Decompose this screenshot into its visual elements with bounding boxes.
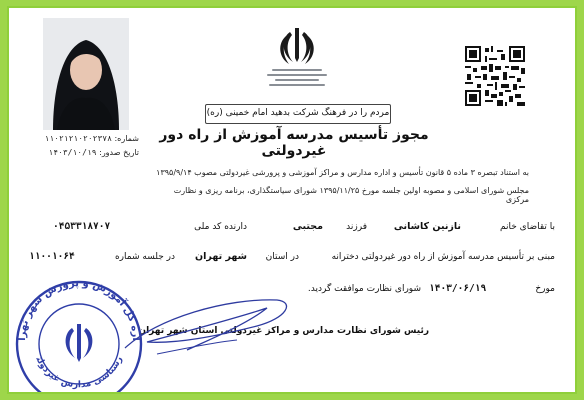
approval-date: ۱۴۰۳/۰۶/۱۹ xyxy=(429,283,487,294)
ministry-letterhead xyxy=(264,66,330,94)
motto-box: مردم را در فرهنگ شرکت بدهید امام خمینی (ره) xyxy=(205,104,391,124)
child-label: فرزند xyxy=(346,222,367,232)
number-value: ۱۱۰۲۱۲۱۰۲۰۲۳۷۸ xyxy=(44,134,112,143)
svg-text:اداره کل آموزش و پرورش شهر تهر xyxy=(7,270,141,341)
issue-date-row xyxy=(29,148,139,157)
certificate-title: مجوز تأسیس مدرسه آموزش از راه دور غیردولتی xyxy=(159,127,429,159)
issue-date-label: تاریخ صدور: xyxy=(99,148,139,157)
certificate-document xyxy=(7,6,577,394)
national-id-value: ۰۴۵۳۳۱۸۷۰۷ xyxy=(53,221,111,232)
number-row xyxy=(29,134,139,143)
official-stamp-icon xyxy=(7,270,153,394)
signature-line: رئیس شورای نظارت مدارس و مراکز غیردولتی استان شهر تهران xyxy=(138,326,429,336)
request-label: با تقاضای خانم xyxy=(500,222,555,232)
number-label: شماره: xyxy=(114,134,139,143)
approval-text: شورای نظارت موافقت گردید. xyxy=(307,284,421,294)
city-value: شهر تهران xyxy=(195,251,247,262)
session-number: ۱۱۰۰۱۰۶۴ xyxy=(29,251,75,262)
applicant-photo xyxy=(43,18,129,130)
qr-code-icon xyxy=(465,46,525,106)
applicant-name: نازنین کاشانی xyxy=(393,221,461,232)
approval-date-label: مورخ xyxy=(535,284,555,294)
iran-emblem-icon xyxy=(275,24,319,68)
province-label: در استان xyxy=(265,252,299,262)
preamble-line-1: به استناد تبصره ۳ ماده ۵ قانون تأسیس و اداره مدارس و مراکز آموزشی و پرورشی غیردولتی مصوب ۱۳۹۵/۹/۱۴ xyxy=(156,168,529,177)
national-id-label: دارنده کد ملی xyxy=(194,222,247,232)
stamp-outer-text: اره کل آموزش و پرورش شهر تهرا xyxy=(16,277,142,341)
session-label: در جلسه شماره xyxy=(114,252,175,262)
father-name: مجتبی xyxy=(292,221,323,232)
preamble-line-2: مجلس شورای اسلامی و مصوبه اولین جلسه مورخ ۱۳۹۵/۱۱/۲۵ شورای سیاستگذاری، برنامه ریزی و نظارت مرکزی xyxy=(173,186,529,204)
school-request-text: مبنی بر تأسیس مدرسه آموزش از راه دور غیردولتی دخترانه xyxy=(331,252,555,262)
stamp-inner-text: رشناسی مدارس غیردولت xyxy=(33,354,125,391)
issue-date-value: ۱۴۰۳/۱۰/۱۹ xyxy=(48,148,97,157)
